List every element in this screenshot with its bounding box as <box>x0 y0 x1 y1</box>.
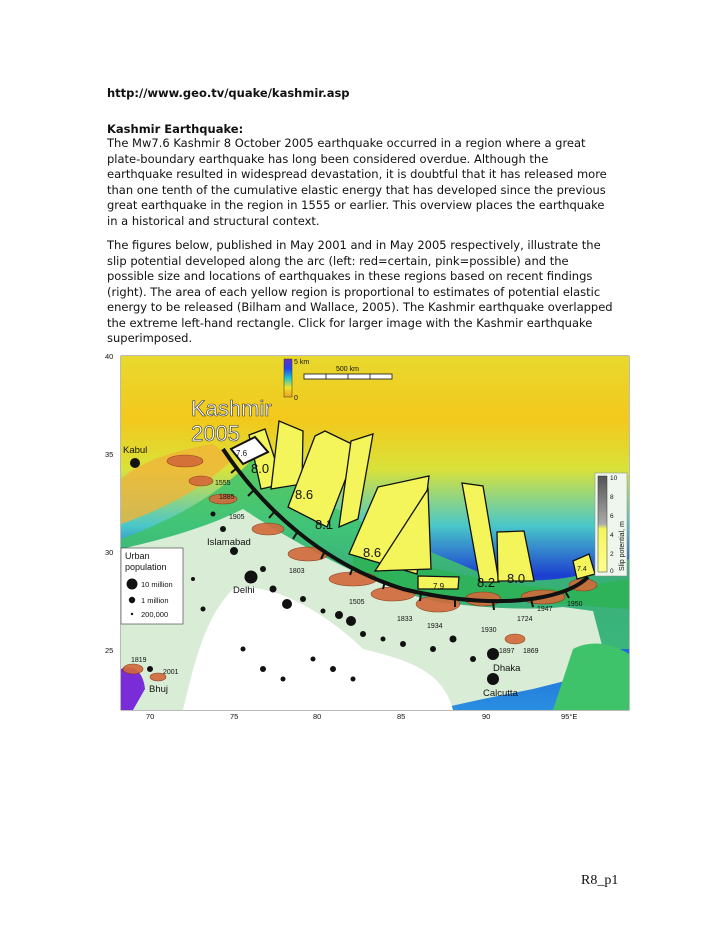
city-label: Calcutta <box>483 688 518 699</box>
city-label: Bhuj <box>149 684 169 695</box>
page-footer: R8_p1 <box>581 873 619 888</box>
legend-item: 10 million <box>141 580 173 589</box>
elevation-colorbar <box>284 359 292 397</box>
quake-year: 1930 <box>481 627 497 634</box>
legend-title-line1: Urban <box>125 551 150 561</box>
slip-tick: 0 <box>610 568 614 575</box>
segment-magnitude: 8.1 <box>315 517 334 532</box>
himalaya-slip-potential-map[interactable] <box>103 349 631 722</box>
lon-label: 70 <box>146 712 155 721</box>
lon-label: 85 <box>397 712 406 721</box>
legend-item: 1 million <box>141 596 169 605</box>
intro-paragraph: The Mw7.6 Kashmir 8 October 2005 earthquake occurred in a region where a great plate-boundary earthquake has long been considered overdue. Although the earthquake resulted in widespread devastation, it is doubtful that it has released more than one tenth of the cumulative elastic energy that has developed since the previous great earthquake in the region in 1555 or earlier. This overview places the earthquake in a historical and structural context. <box>107 136 607 228</box>
slip-legend-title: Slip potential, m <box>619 521 626 571</box>
lat-label: 30 <box>105 548 114 557</box>
quake-year: 1833 <box>397 616 413 623</box>
quake-year: 1897 <box>499 648 515 655</box>
quake-year: 1950 <box>567 601 583 608</box>
lat-label: 25 <box>105 646 114 655</box>
source-url[interactable]: http://www.geo.tv/quake/kashmir.asp <box>107 86 350 100</box>
lon-label: 90 <box>482 712 491 721</box>
quake-year: 2001 <box>163 669 179 676</box>
segment-magnitude: 8.2 <box>477 575 496 590</box>
segment-magnitude: 8.6 <box>363 545 382 560</box>
city-label: Kabul <box>123 445 148 456</box>
city-label: Dhaka <box>493 663 521 674</box>
segment-magnitude: 7.9 <box>433 582 445 591</box>
quake-year: 1724 <box>517 616 533 623</box>
quake-year: 1803 <box>289 568 305 575</box>
quake-year: 1947 <box>537 606 553 613</box>
slip-potential-legend <box>595 473 627 576</box>
quake-year: 1885 <box>219 494 235 501</box>
lat-label: 40 <box>105 352 114 361</box>
legend-item: 200,000 <box>141 610 169 619</box>
map-title-line2: 2005 <box>191 421 240 446</box>
lat-label: 35 <box>105 450 114 459</box>
quake-year: 1934 <box>427 623 443 630</box>
quake-year: 1905 <box>229 514 245 521</box>
slip-tick: 4 <box>610 532 614 539</box>
segment-magnitude: 8.6 <box>295 487 314 502</box>
lon-label: 75 <box>230 712 239 721</box>
population-legend <box>121 548 183 624</box>
slip-tick: 2 <box>610 551 614 558</box>
quake-year: 1555 <box>215 480 231 487</box>
distance-scale-label: 500 km <box>336 366 359 373</box>
legend-title-line2: population <box>125 562 167 572</box>
segment-magnitude: 8.0 <box>251 461 270 476</box>
lon-label: 80 <box>313 712 322 721</box>
slip-tick: 10 <box>610 475 618 482</box>
city-label: Islamabad <box>207 537 251 548</box>
segment-magnitude: 7.4 <box>577 566 587 573</box>
distance-scale-bar <box>304 374 392 379</box>
slip-tick: 8 <box>610 494 614 501</box>
quake-year: 1505 <box>349 599 365 606</box>
segment-magnitude: 8.0 <box>507 571 526 586</box>
slip-tick: 6 <box>610 513 614 520</box>
section-heading: Kashmir Earthquake: <box>107 122 244 136</box>
city-label: Delhi <box>233 585 255 596</box>
lon-label: 95°E <box>561 712 578 721</box>
elevation-top-label: 5 km <box>294 359 310 366</box>
segment-magnitude: 7.6 <box>236 449 248 458</box>
map-title-line1: Kashmir <box>191 396 272 421</box>
elevation-bottom-label: 0 <box>294 395 298 402</box>
quake-year: 1819 <box>131 657 147 664</box>
quake-year: 1869 <box>523 648 539 655</box>
figure-description-paragraph: The figures below, published in May 2001 and in May 2005 respectively, illustrate the slip potential developed along the arc (left: red=certain, pink=possible) and the possible size and locations of earthquakes in these regions based on recent findings (right). The area of each yellow region is proportional to estimates of potential elastic energy to be released (Bilham and Wallace, 2005). The Kashmir earthquake overlapped the extreme left-hand rectangle. Click for larger image with the Kashmir earthquake superimposed. <box>107 238 613 345</box>
